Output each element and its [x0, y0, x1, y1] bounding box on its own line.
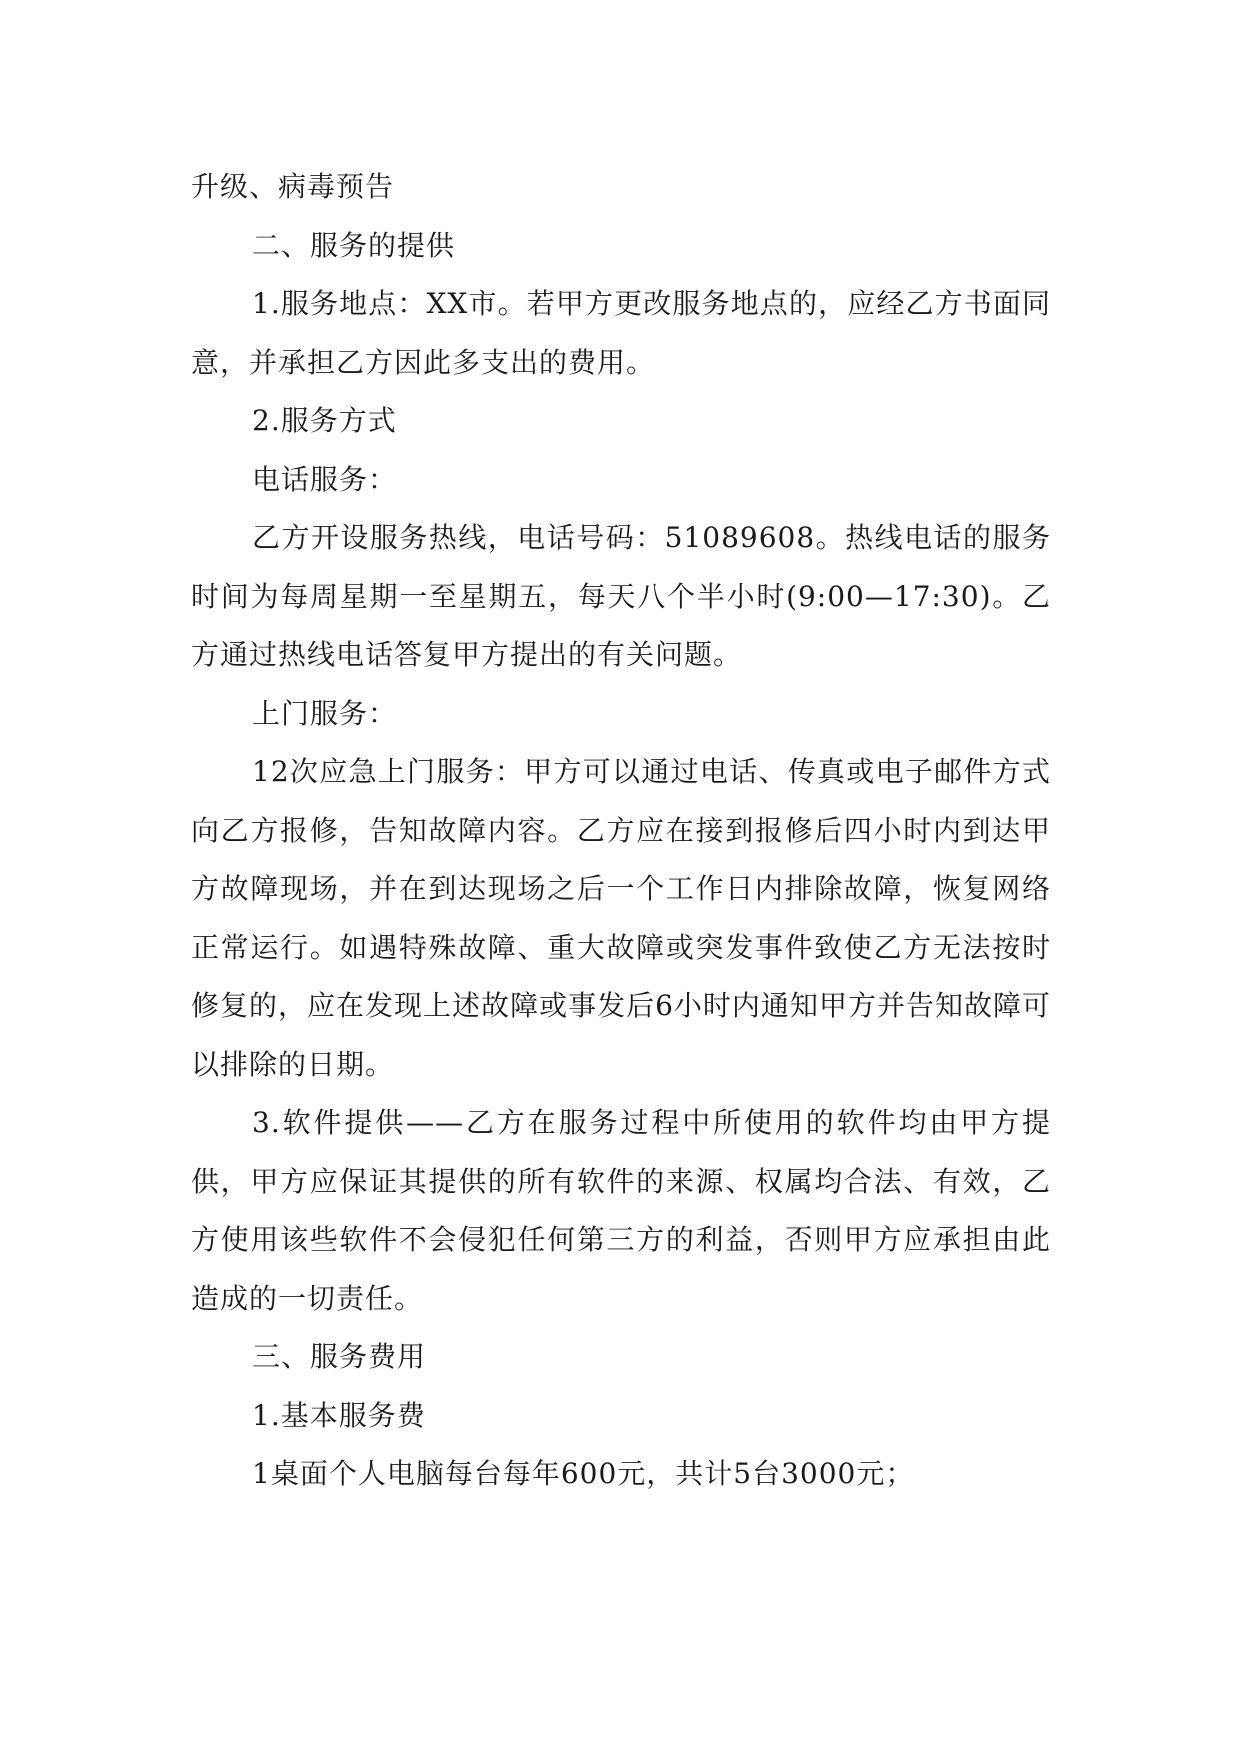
- paragraph-service-location: 1.服务地点：XX市。若甲方更改服务地点的，应经乙方书面同意，并承担乙方因此多支出的费用。: [191, 287, 1051, 379]
- paragraph-emergency-onsite: 12次应急上门服务：甲方可以通过电话、传真或电子邮件方式向乙方报修，告知故障内容。乙方应在接到报修后四小时内到达甲方故障现场，并在到达现场之后一个工作日内排除故障，恢复网络正常运行。如遇特殊故障、重大故障或突发事件致使乙方无法按时修复的，应在发现上述故障或事发后6小时内通知甲方并告知故障可以排除的日期。: [191, 755, 1051, 1081]
- paragraph-software-provision: 3.软件提供——乙方在服务过程中所使用的软件均由甲方提供，甲方应保证其提供的所有软件的来源、权属均合法、有效，乙方使用该些软件不会侵犯任何第三方的利益，否则甲方应承担由此造成的一切责任。: [191, 1106, 1051, 1315]
- paragraph-hotline: 乙方开设服务热线，电话号码：51089608。热线电话的服务时间为每周星期一至星期五，每天八个半小时(9:00—17:30)。乙方通过热线电话答复甲方提出的有关问题。: [191, 521, 1051, 671]
- document-body: [191, 158, 1051, 1504]
- subheading-onsite-service: 上门服务：: [252, 696, 398, 730]
- subheading-service-method: 2.服务方式: [252, 404, 397, 437]
- subheading-phone-service: 电话服务：: [252, 462, 398, 496]
- subheading-basic-fee: 1.基本服务费: [252, 1398, 426, 1432]
- section-heading-service-fees: 三、服务费用: [252, 1340, 427, 1373]
- paragraph-desktop-fee: 1桌面个人电脑每台每年600元，共计5台3000元；: [252, 1457, 915, 1490]
- paragraph-1: 升级、病毒预告: [191, 170, 395, 203]
- section-heading-service-provision: 二、服务的提供: [252, 228, 456, 262]
